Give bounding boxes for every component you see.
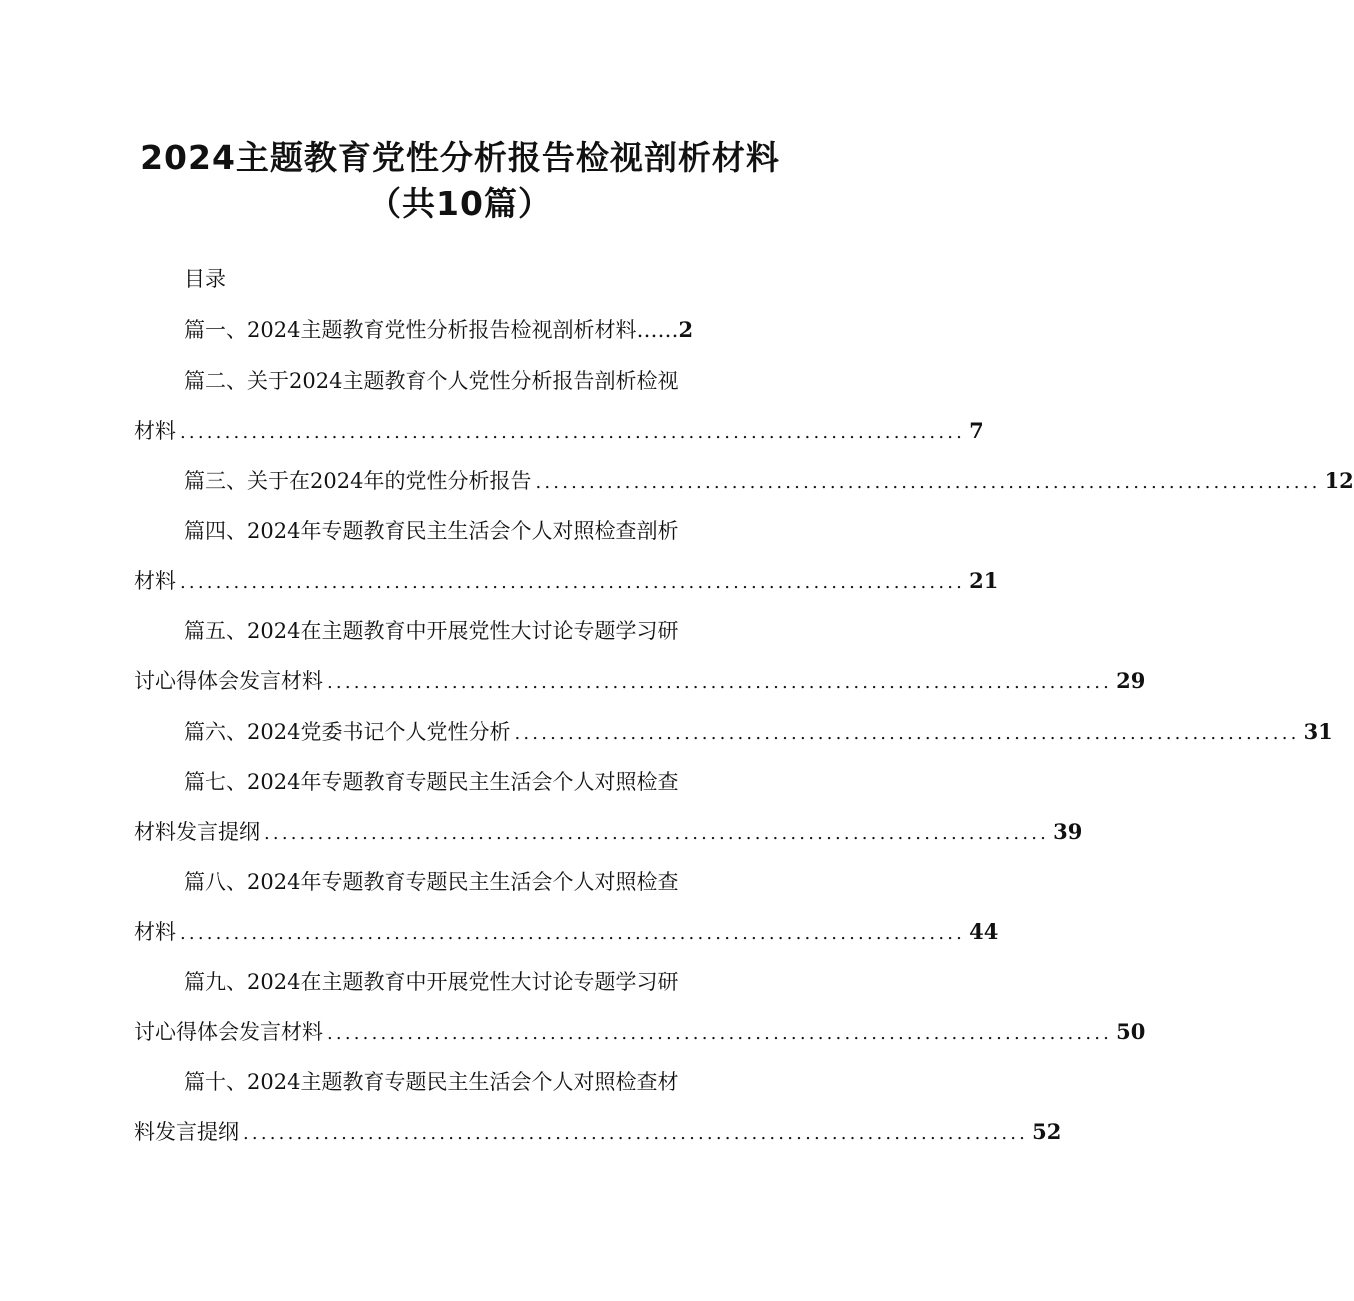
toc-entry-title: 篇七、2024年专题教育专题民主生活会个人对照检查 — [184, 770, 679, 794]
toc-entry-title-cont: 材料发言提纲 — [134, 820, 260, 844]
toc-leader: ........................................................................................ — [180, 923, 966, 944]
toc-leader: ........................................................................................ — [535, 472, 1321, 493]
toc-entry-title-cont: 材料 — [134, 920, 176, 944]
toc-entry-5[interactable] — [0, 615, 1146, 715]
toc-page-number: 7 — [969, 418, 984, 443]
toc-leader: …… — [636, 318, 679, 342]
toc-entry-2[interactable] — [0, 365, 984, 465]
toc-entry-line — [134, 1116, 1062, 1148]
toc-leader: ........................................................................................ — [327, 1023, 1113, 1044]
toc-entry-title: 篇二、关于2024主题教育个人党性分析报告剖析检视 — [184, 369, 679, 393]
toc-entry-title: 篇一、2024主题教育党性分析报告检视剖析材料 — [184, 318, 637, 342]
toc-entry-1[interactable] — [0, 314, 920, 364]
toc-leader: ........................................................................................ — [180, 422, 966, 443]
toc-page-number: 52 — [1032, 1119, 1062, 1144]
toc-page-number: 2 — [678, 317, 694, 342]
toc-entry-title: 篇五、2024在主题教育中开展党性大讨论专题学习研 — [184, 619, 679, 643]
toc-entry-line — [134, 1016, 1146, 1048]
toc-entry-title-cont: 材料 — [134, 419, 176, 443]
toc-entry-line — [134, 665, 1146, 697]
toc-entry-10[interactable] — [0, 1066, 1062, 1166]
toc-leader: ........................................................................................ — [514, 723, 1300, 744]
toc-heading: 目录 — [184, 267, 226, 291]
toc-entry-line — [134, 816, 1083, 848]
toc-entry-line — [184, 716, 1333, 748]
toc-leader: ........................................................................................ — [264, 823, 1050, 844]
toc-entry-title-cont: 讨心得体会发言材料 — [134, 1020, 323, 1044]
toc-page-number: 44 — [969, 919, 999, 944]
toc-leader: ........................................................................................ — [243, 1123, 1029, 1144]
toc-entry-line — [184, 465, 1354, 497]
toc-entry-6[interactable] — [0, 716, 1333, 766]
toc-leader: ........................................................................................ — [180, 572, 966, 593]
toc-page-number: 31 — [1303, 719, 1333, 744]
toc-page-number: 50 — [1116, 1019, 1146, 1044]
toc-leader: ........................................................................................ — [327, 672, 1113, 693]
toc-entry-line — [134, 415, 984, 447]
toc-entry-line — [184, 314, 768, 346]
toc-page-number: 12 — [1324, 468, 1354, 493]
toc-entry-title-cont: 材料 — [134, 569, 176, 593]
toc-entry-7[interactable] — [0, 766, 1083, 866]
toc-entry-8[interactable] — [0, 866, 999, 966]
toc-entry-title: 篇十、2024主题教育专题民主生活会个人对照检查材 — [184, 1070, 679, 1094]
toc-page-number: 29 — [1116, 668, 1146, 693]
toc-entry-4[interactable] — [0, 515, 999, 615]
toc-entry-title: 篇九、2024在主题教育中开展党性大讨论专题学习研 — [184, 970, 679, 994]
toc-entry-line — [134, 565, 999, 597]
toc-page-number: 39 — [1053, 819, 1083, 844]
toc-entry-9[interactable] — [0, 966, 1146, 1066]
toc-entry-title: 篇三、关于在2024年的党性分析报告 — [184, 469, 532, 493]
toc-entry-title: 篇八、2024年专题教育专题民主生活会个人对照检查 — [184, 870, 679, 894]
toc-entry-title-cont: 料发言提纲 — [134, 1120, 239, 1144]
document-subtitle: （共10篇） — [368, 184, 552, 223]
toc-entry-title-cont: 讨心得体会发言材料 — [134, 669, 323, 693]
toc-entry-line — [134, 916, 999, 948]
toc-entry-title: 篇四、2024年专题教育民主生活会个人对照检查剖析 — [184, 519, 679, 543]
toc-entry-3[interactable] — [0, 465, 1354, 515]
document-title: 2024主题教育党性分析报告检视剖析材料 — [140, 138, 780, 177]
toc-page-number: 21 — [969, 568, 999, 593]
toc-entry-title: 篇六、2024党委书记个人党性分析 — [184, 720, 511, 744]
